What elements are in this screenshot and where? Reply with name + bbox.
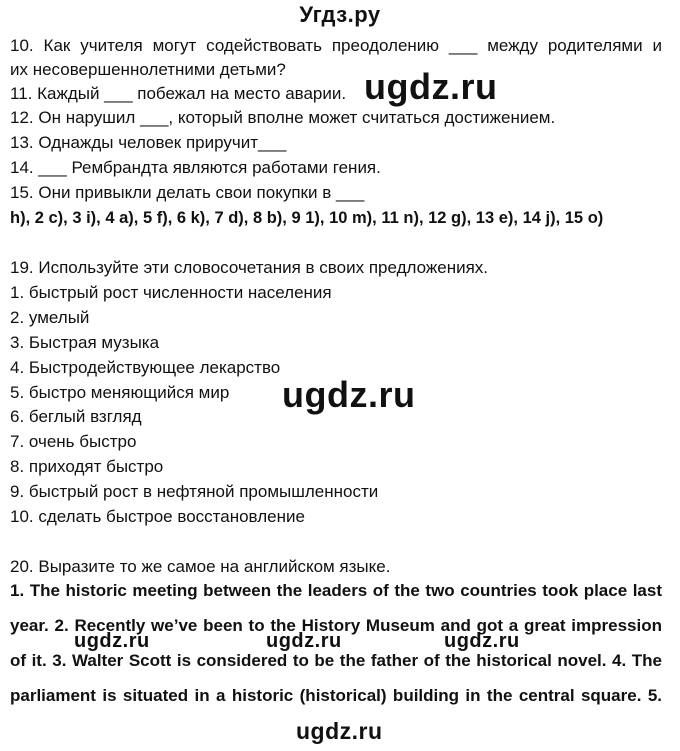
exercise-line: 12. Он нарушил ___, который вполне может считаться достижением. [10,108,556,127]
exercise-19-item: 7. очень быстро [10,432,137,451]
exercise-19-item: 9. быстрый рост в нефтяной промышленности [10,482,379,501]
exercise-20-answer-line: of it. 3. Walter Scott is considered to be the father of the historical novel. 4. The [10,651,662,670]
exercise-20-answer-line: year. 2. Recently we’ve been to the History Museum and got a great impression [10,616,662,635]
watermark: ugdz.ru [74,630,150,652]
exercise-line: 11. Каждый ___ побежал на место аварии. [10,84,347,103]
exercise-19-item: 10. сделать быстрое восстановление [10,507,305,526]
watermark: ugdz.ru [296,718,383,744]
site-title: Угдз.ру [299,2,381,27]
exercise-19-item: 2. умелый [10,308,90,327]
exercise-19-item: 1. быстрый рост численности населения [10,283,332,302]
exercise-19-item: 6. беглый взгляд [10,407,142,426]
watermark: ugdz.ru [364,66,498,107]
watermark: ugdz.ru [282,374,416,415]
exercise-line: их несовершеннолетними детьми? [10,60,286,79]
exercise-19-item: 3. Быстрая музыка [10,333,160,352]
exercise-20-answer-line: 1. The historic meeting between the leaders of the two countries took place last [10,581,662,600]
exercise-line: 14. ___ Рембрандта являются работами гения. [10,158,381,177]
exercise-19-heading: 19. Используйте эти словосочетания в своих предложениях. [10,258,489,277]
exercise-line: 10. Как учителя могут содействовать преодолению ___ между родителями и [10,36,662,55]
watermark: ugdz.ru [444,630,520,652]
exercise-19-item: 5. быстро меняющийся мир [10,383,230,402]
answer-key: h), 2 c), 3 i), 4 a), 5 f), 6 k), 7 d), 8 b), 9 1), 10 m), 11 n), 12 g), 13 e), 14 j), 15 o) [10,209,604,227]
exercise-line: 13. Однажды человек приручит___ [10,133,287,152]
exercise-19-item: 8. приходят быстро [10,457,164,476]
watermark: ugdz.ru [266,630,342,652]
exercise-19-item: 4. Быстродействующее лекарство [10,358,281,377]
exercise-20-answer-line: parliament is situated in a historic (historical) building in the central square. 5. [10,686,662,705]
exercise-20-heading: 20. Выразите то же самое на английском языке. [10,557,391,576]
exercise-line: 15. Они привыкли делать свои покупки в ___ [10,183,365,202]
